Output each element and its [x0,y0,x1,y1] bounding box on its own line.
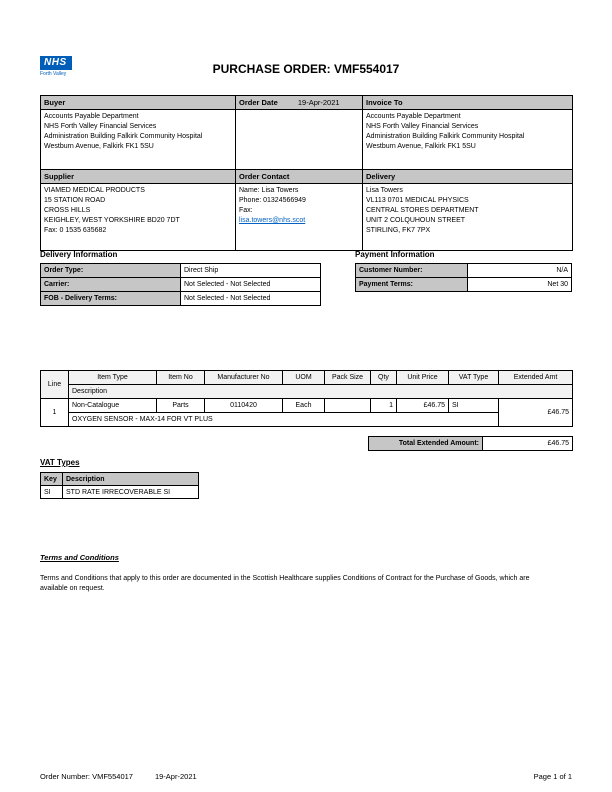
vat-description-header: Description [63,473,199,486]
vat-key-value: SI [41,486,63,499]
table-row [41,413,573,427]
table-row [41,399,573,413]
vat-types-heading: VAT Types [40,458,80,467]
delivery-address-line: UNIT 2 COLQUHOUN STREET [366,217,466,224]
delivery-address-line: Lisa Towers [366,187,403,194]
column-header-qty: Qty [371,371,397,385]
vat-types-section [40,458,199,499]
order-date-label: Order Date [239,98,278,107]
order-type-label: Order Type: [41,264,181,278]
table-row [356,278,572,292]
supplier-address-line: CROSS HILLS [44,207,91,214]
payment-terms-value: Net 30 [468,278,572,292]
page-footer [40,772,572,781]
payment-terms-label: Payment Terms: [356,278,468,292]
terms-and-conditions-heading: Terms and Conditions [40,553,119,562]
line-number: 1 [41,399,69,427]
vat-description-value: STD RATE IRRECOVERABLE SI [63,486,199,499]
total-extended-amount-label: Total Extended Amount: [369,437,483,451]
delivery-information-table [40,263,321,306]
uom-value: Each [283,399,325,413]
invoice-to-address-line: Westburn Avenue, Falkirk FK1 5SU [366,143,476,150]
fob-delivery-terms-label: FOB - Delivery Terms: [41,292,181,306]
terms-and-conditions-section [40,553,530,594]
supplier-address-line: KEIGHLEY, WEST YORKSHIRE BD20 7DT [44,217,180,224]
delivery-address [363,184,573,251]
footer-order-number: Order Number: VMF554017 [40,772,133,781]
column-header-item-no: Item No [157,371,205,385]
column-header-extended-amt: Extended Amt [499,371,573,385]
column-header-vat-type: VAT Type [449,371,499,385]
vat-types-table [40,472,199,499]
contact-phone: Phone: 01324566949 [239,197,306,204]
delivery-address-line: CENTRAL STORES DEPARTMENT [366,207,479,214]
contact-email-link[interactable]: lisa.towers@nhs.scot [239,217,306,224]
buyer-address-line: Westburn Avenue, Falkirk FK1 5SU [44,143,154,150]
nhs-logo-subtext: Forth Valley [40,71,67,77]
carrier-value: Not Selected - Not Selected [181,278,321,292]
terms-and-conditions-body: Terms and Conditions that apply to this order are documented in the Scottish Healthcare supplies Conditions of Contract for the Purchase of Goods, which are available on request. [40,575,530,592]
item-no-value: Parts [157,399,205,413]
line-items-table [40,370,573,427]
invoice-to-address-line: Administration Building Falkirk Community Hospital [366,133,525,140]
delivery-address-line: STIRLING, FK7 7PX [366,227,431,234]
extended-amt-value: £46.75 [499,399,573,427]
page-title: PURCHASE ORDER: VMF554017 [212,62,400,76]
buyer-address-line: Accounts Payable Department [44,113,139,120]
column-header-uom: UOM [283,371,325,385]
order-date-value: 19-Apr-2021 [297,98,340,107]
order-contact-section-header: Order Contact [236,170,363,184]
column-header-pack-size: Pack Size [325,371,371,385]
total-extended-amount-value: £46.75 [483,437,573,451]
supplier-address [41,184,236,251]
unit-price-value: £46.75 [397,399,449,413]
total-extended-amount-row [368,436,573,451]
supplier-section-header: Supplier [41,170,236,184]
delivery-information-section [40,250,321,306]
order-date-cell [236,96,363,110]
column-header-unit-price: Unit Price [397,371,449,385]
table-row [41,278,321,292]
table-row [356,264,572,278]
payment-information-table [355,263,572,292]
footer-page-number: Page 1 of 1 [533,772,572,781]
supplier-address-line: VIAMED MEDICAL PRODUCTS [44,187,145,194]
item-type-value: Non-Catalogue [69,399,157,413]
order-header-table [40,95,573,251]
table-row [41,486,199,499]
table-row [41,292,321,306]
order-type-value: Direct Ship [181,264,321,278]
column-header-manufacturer-no: Manufacturer No [205,371,283,385]
order-contact-details [236,184,363,251]
vat-key-header: Key [41,473,63,486]
delivery-information-heading: Delivery Information [40,250,118,259]
column-header-description: Description [69,385,573,399]
vat-types-header-row [41,473,199,486]
fob-delivery-terms-value: Not Selected - Not Selected [181,292,321,306]
invoice-to-address [363,110,573,170]
column-header-line: Line [41,371,69,399]
buyer-address [41,110,236,170]
supplier-address-line: 15 STATION ROAD [44,197,106,204]
buyer-address-line: NHS Forth Valley Financial Services [44,123,157,130]
line-items-description-header-row [41,385,573,399]
buyer-address-line: Administration Building Falkirk Community Hospital [44,133,203,140]
nhs-logo-text: NHS [40,56,72,70]
qty-value: 1 [371,399,397,413]
column-header-item-type: Item Type [69,371,157,385]
payment-information-heading: Payment Information [355,250,435,259]
supplier-fax: Fax: 0 1535 635682 [44,227,107,234]
invoice-to-address-line: NHS Forth Valley Financial Services [366,123,479,130]
customer-number-label: Customer Number: [356,264,468,278]
invoice-to-section-header: Invoice To [363,96,573,110]
delivery-address-line: VL113 0701 MEDICAL PHYSICS [366,197,469,204]
item-description: OXYGEN SENSOR - MAX-14 FOR VT PLUS [69,413,499,427]
payment-information-section [355,250,572,292]
vat-type-value: SI [449,399,499,413]
manufacturer-no-value: 0110420 [205,399,283,413]
delivery-section-header: Delivery [363,170,573,184]
contact-fax: Fax: [239,207,253,214]
carrier-label: Carrier: [41,278,181,292]
buyer-section-header: Buyer [41,96,236,110]
footer-date: 19-Apr-2021 [154,772,197,781]
line-items-header-row [41,371,573,385]
table-row [41,264,321,278]
customer-number-value: N/A [468,264,572,278]
contact-name: Name: Lisa Towers [239,187,299,194]
pack-size-value [325,399,371,413]
invoice-to-address-line: Accounts Payable Department [366,113,461,120]
order-date-spacer-cell [236,110,363,170]
